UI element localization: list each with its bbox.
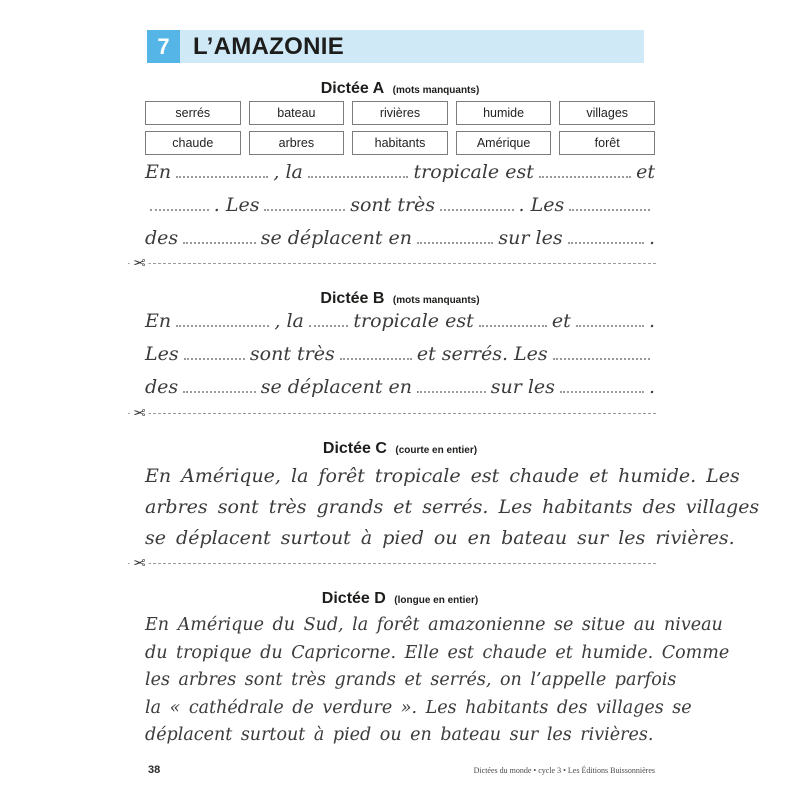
- text-fragment: Les: [145, 343, 179, 365]
- blank-line: [560, 391, 644, 393]
- blank-line: [340, 358, 412, 360]
- word-box: chaude: [145, 131, 241, 155]
- text-fragment: .: [648, 227, 655, 249]
- blank-line: [479, 325, 547, 327]
- dictee-c-line: arbres sont très grands et serrés. Les habitants des villages: [145, 496, 760, 518]
- text-fragment: se déplacent en: [260, 227, 413, 249]
- section-heading-c: [145, 440, 655, 458]
- blank-line: [417, 391, 486, 393]
- chapter-number: 7: [147, 30, 180, 63]
- scissors-icon: ✂: [130, 554, 149, 572]
- blank-line: [264, 209, 345, 211]
- text-fragment: , la: [274, 310, 304, 332]
- dictee-d-line: déplacent surtout à pied ou en bateau sur les rivières.: [145, 725, 654, 745]
- blank-line: [553, 358, 650, 360]
- blank-line: [539, 176, 631, 178]
- blank-line: [309, 325, 348, 327]
- word-box: bateau: [249, 101, 345, 125]
- scissors-icon: ✂: [130, 254, 149, 272]
- dictee-c-line: se déplacent surtout à pied ou en bateau sur les rivières.: [145, 527, 735, 549]
- section-subtitle: (mots manquants): [392, 85, 480, 96]
- blank-line: [183, 391, 256, 393]
- dictee-c-text: [145, 461, 760, 554]
- text-fragment: sont très: [249, 343, 335, 365]
- text-fragment: . Les: [213, 194, 260, 216]
- text-fragment: En: [145, 310, 172, 332]
- word-box: Amérique: [456, 131, 552, 155]
- scissors-icon: ✂: [130, 404, 149, 422]
- dictee-d-text: [145, 612, 730, 750]
- blank-line: [576, 325, 644, 327]
- text-fragment: et: [551, 310, 571, 332]
- word-box: humide: [456, 101, 552, 125]
- dictee-a-line: [145, 161, 655, 194]
- text-fragment: .: [648, 376, 655, 398]
- page-number: 38: [148, 764, 161, 776]
- blank-line: [176, 325, 269, 327]
- blank-line: [417, 242, 493, 244]
- dictee-b-line: [145, 343, 655, 376]
- text-fragment: sur les: [490, 376, 555, 398]
- word-box: villages: [559, 101, 655, 125]
- text-fragment: et: [636, 161, 655, 183]
- text-fragment: En: [145, 161, 172, 183]
- blank-line: [440, 209, 513, 211]
- section-title: Dictée A: [320, 80, 385, 97]
- blank-line: [308, 176, 409, 178]
- dictee-d-line: du tropique du Capricorne. Elle est chaude et humide. Comme: [145, 642, 730, 663]
- section-subtitle: (courte en entier): [395, 445, 478, 456]
- blank-line: [184, 358, 245, 360]
- word-box: forêt: [559, 131, 655, 155]
- chapter-header-bar: [147, 30, 644, 63]
- dictee-b-line: [145, 310, 655, 343]
- section-subtitle: (longue en entier): [394, 595, 479, 606]
- text-fragment: .: [648, 310, 655, 332]
- blank-line: [569, 209, 650, 211]
- text-fragment: sur les: [498, 227, 563, 249]
- word-bank: [145, 101, 655, 155]
- dictee-a-line: [145, 194, 655, 227]
- section-title: Dictée D: [321, 590, 386, 607]
- cut-line: [128, 254, 656, 272]
- text-fragment: , la: [273, 161, 303, 183]
- blank-line: [176, 176, 268, 178]
- section-heading-a: [145, 80, 655, 98]
- word-box: arbres: [249, 131, 345, 155]
- section-heading-b: [145, 290, 655, 308]
- worksheet-page: [133, 0, 760, 800]
- dictee-a-line: [145, 227, 655, 260]
- dictee-d-line: la « cathédrale de verdure ». Les habitants des villages se: [145, 697, 692, 718]
- footer-imprint: Dictées du monde • cycle 3 • Les Éditions Buissonnières: [473, 766, 655, 775]
- blank-line: [568, 242, 644, 244]
- text-fragment: . Les: [518, 194, 565, 216]
- text-fragment: des: [145, 227, 179, 249]
- text-fragment: des: [145, 376, 179, 398]
- text-fragment: et serrés. Les: [416, 343, 548, 365]
- text-fragment: tropicale est: [413, 161, 534, 183]
- page-title: L’AMAZONIE: [193, 33, 344, 60]
- dictee-d-line: En Amérique du Sud, la forêt amazonienne se situe au niveau: [145, 615, 723, 635]
- blank-line: [150, 209, 209, 211]
- section-subtitle: (mots manquants): [392, 295, 480, 306]
- section-title: Dictée B: [320, 290, 385, 307]
- dictee-a-text: [145, 161, 655, 260]
- dictee-d-line: les arbres sont très grands et serrés, on l’appelle parfois: [145, 670, 677, 690]
- cut-line: [128, 554, 656, 572]
- text-fragment: sont très: [350, 194, 436, 216]
- word-box: serrés: [145, 101, 241, 125]
- section-title: Dictée C: [322, 440, 387, 457]
- blank-line: [183, 242, 256, 244]
- cut-line: [128, 404, 656, 422]
- word-box: habitants: [352, 131, 448, 155]
- dictee-b-line: [145, 376, 655, 409]
- text-fragment: tropicale est: [353, 310, 474, 332]
- word-box: rivières: [352, 101, 448, 125]
- text-fragment: se déplacent en: [260, 376, 413, 398]
- section-heading-d: [145, 590, 655, 608]
- dictee-b-text: [145, 310, 655, 409]
- dictee-c-line: En Amérique, la forêt tropicale est chaude et humide. Les: [145, 465, 740, 487]
